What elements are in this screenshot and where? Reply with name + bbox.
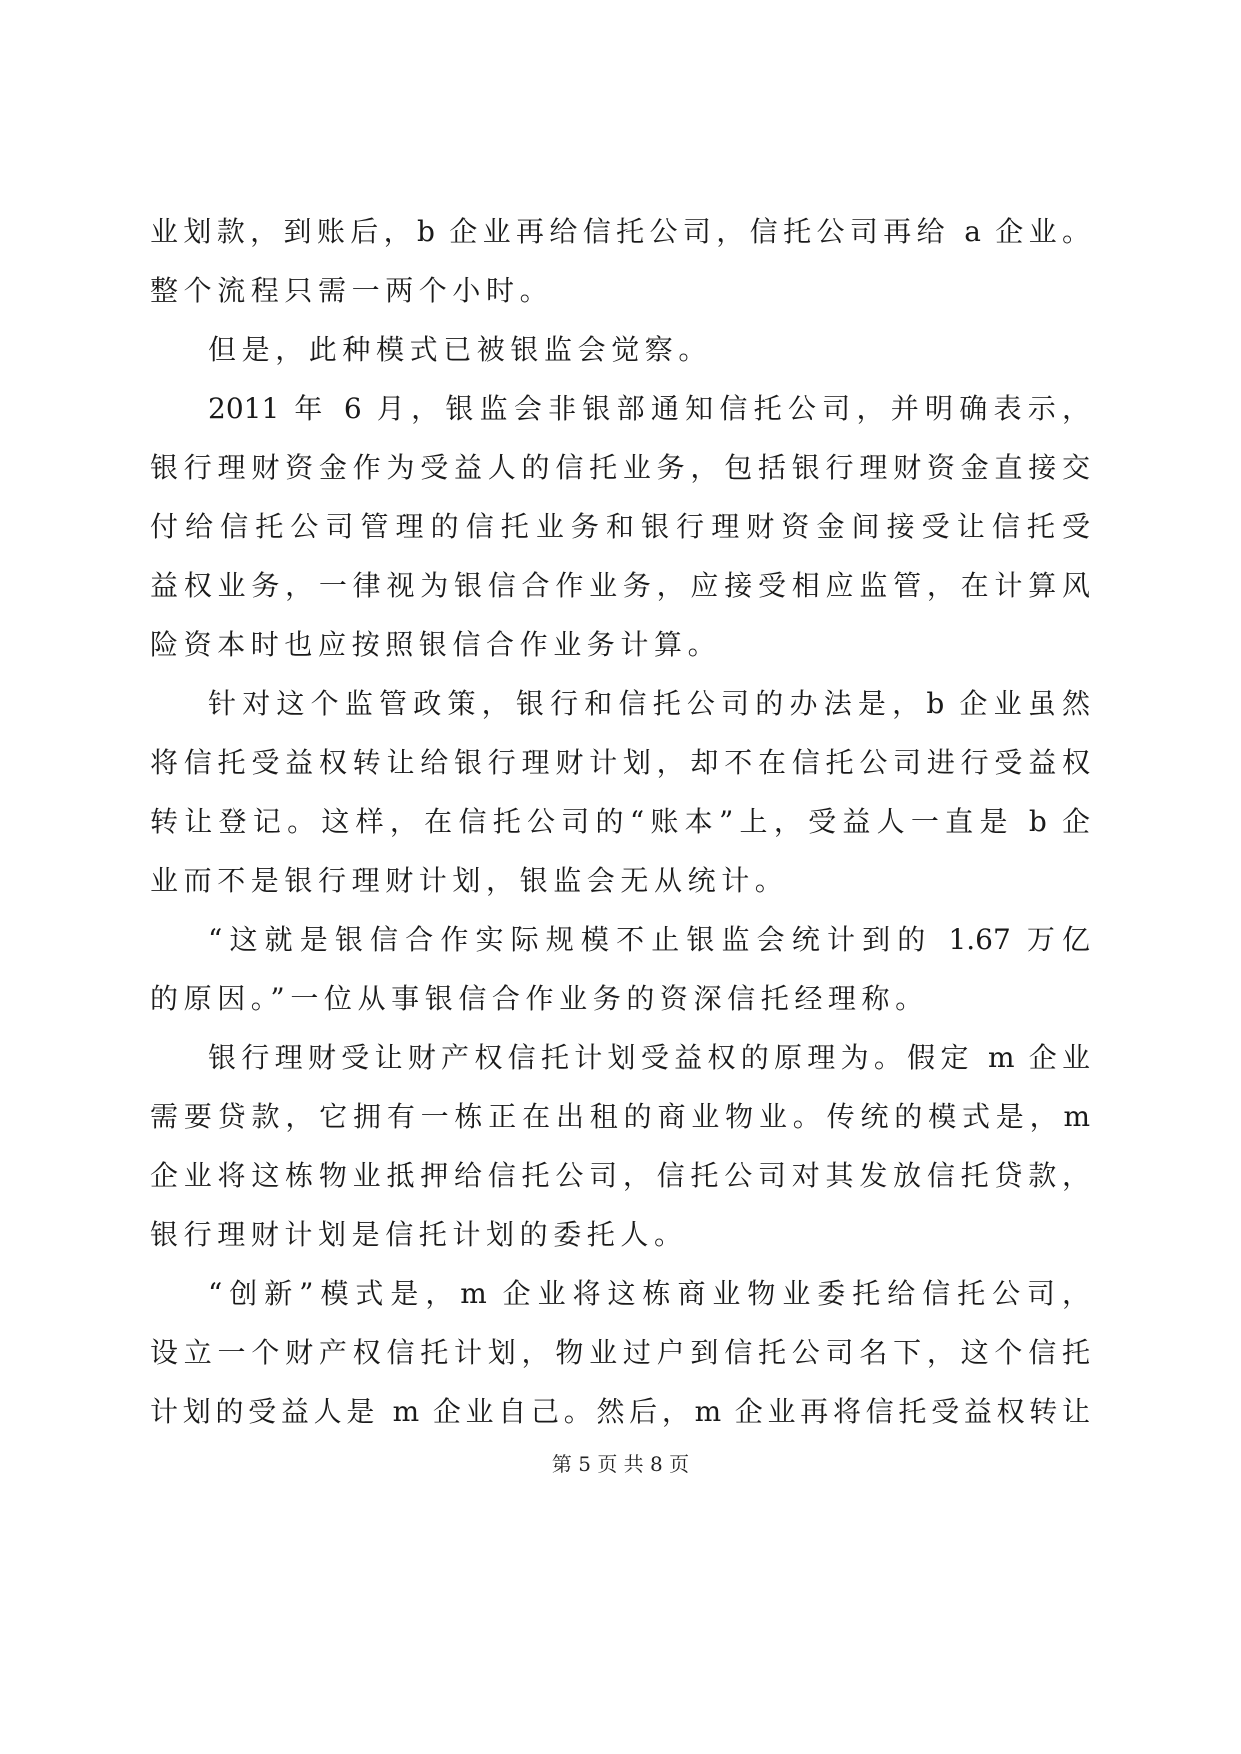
text-line: 益权业务，一律视为银信合作业务，应接受相应监管，在计算风	[150, 569, 1090, 602]
text-line: 的原因。”一位从事银信合作业务的资深信托经理称。	[150, 982, 929, 1015]
text-line: 险资本时也应按照银信合作业务计算。	[150, 628, 722, 661]
text-line: 业而不是银行理财计划，银监会无从统计。	[150, 864, 789, 897]
body-text	[150, 202, 1090, 1441]
text-line: 但是，此种模式已被银监会觉察。	[208, 333, 713, 366]
text-line: 业划款，到账后，b 企业再给信托公司，信托公司再给 a 企业。	[150, 215, 1090, 248]
text-line: 银行理财资金作为受益人的信托业务，包括银行理财资金直接交	[150, 451, 1090, 484]
page-footer: 第 5 页 共 8 页	[551, 1452, 690, 1476]
text-line: 针对这个监管政策，银行和信托公司的办法是，b 企业虽然	[208, 687, 1090, 720]
paragraph	[150, 320, 1090, 379]
text-line: 转让登记。这样，在信托公司的“账本”上，受益人一直是 b 企	[150, 805, 1090, 838]
paragraph	[150, 1028, 1090, 1264]
paragraph	[150, 202, 1090, 320]
paragraph	[150, 674, 1090, 910]
paragraph	[150, 1264, 1090, 1441]
text-line: 计划的受益人是 m 企业自己。然后，m 企业再将信托受益权转让	[150, 1395, 1090, 1428]
text-line: 企业将这栋物业抵押给信托公司，信托公司对其发放信托贷款，	[150, 1159, 1090, 1192]
text-line: 将信托受益权转让给银行理财计划，却不在信托公司进行受益权	[150, 746, 1090, 779]
paragraph	[150, 910, 1090, 1028]
text-line: 银行理财受让财产权信托计划受益权的原理为。假定 m 企业	[208, 1041, 1090, 1074]
text-line: “这就是银信合作实际规模不止银监会统计到的 1.67 万亿	[208, 923, 1090, 956]
text-line: 银行理财计划是信托计划的委托人。	[150, 1218, 688, 1251]
text-line: 设立一个财产权信托计划，物业过户到信托公司名下，这个信托	[150, 1336, 1090, 1369]
text-line: 2011 年 6 月，银监会非银部通知信托公司，并明确表示，	[208, 392, 1090, 425]
text-line: 付给信托公司管理的信托业务和银行理财资金间接受让信托受	[150, 510, 1090, 543]
paragraph	[150, 379, 1090, 674]
text-line: “创新”模式是，m 企业将这栋商业物业委托给信托公司，	[208, 1277, 1090, 1310]
text-line: 整个流程只需一两个小时。	[150, 274, 554, 307]
text-line: 需要贷款，它拥有一栋正在出租的商业物业。传统的模式是，m	[150, 1100, 1090, 1133]
